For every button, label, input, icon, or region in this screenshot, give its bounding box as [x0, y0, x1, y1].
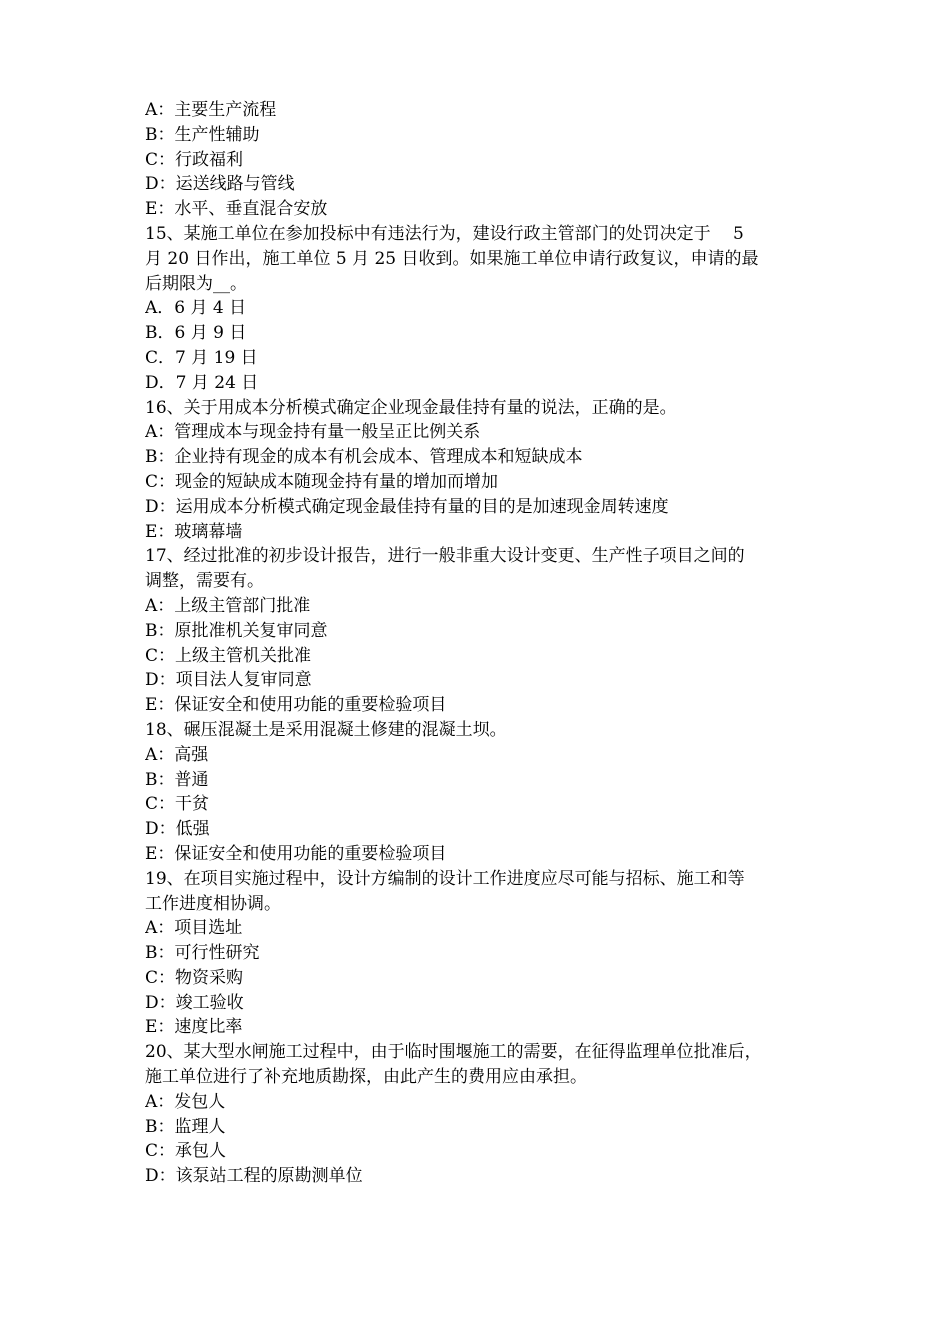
- answer-option: B：监理人: [145, 1116, 226, 1137]
- answer-option: C：行政福利: [145, 149, 244, 170]
- answer-option: B：可行性研究: [145, 943, 260, 964]
- question-line: 月 20 日作出，施工单位 5 月 25 日收到。如果施工单位申请行政复议，申请的最: [145, 248, 759, 269]
- question-line: 20、某大型水闸施工过程中，由于临时围堰施工的需要，在征得监理单位批准后，: [145, 1042, 762, 1063]
- answer-option: D：运送线路与管线: [145, 174, 295, 195]
- question-line: 后期限为__。: [145, 273, 247, 294]
- question-line: 17、经过批准的初步设计报告，进行一般非重大设计变更、生产性子项目之间的: [145, 546, 745, 567]
- question-text: [145, 396, 810, 421]
- answer-option: D：该泵站工程的原勘测单位: [145, 1166, 363, 1187]
- answer-option: E：保证安全和使用功能的重要检验项目: [145, 695, 447, 716]
- question-text: [145, 544, 810, 594]
- answer-option: B：普通: [145, 769, 209, 790]
- answer-option: A：主要生产流程: [145, 100, 277, 120]
- answer-option: D：竣工验收: [145, 992, 244, 1013]
- answer-option: A．6 月 4 日: [145, 298, 247, 319]
- answer-option: D：运用成本分析模式确定现金最佳持有量的目的是加速现金周转速度: [145, 496, 669, 517]
- answer-option: B：原批准机关复审同意: [145, 620, 328, 641]
- answer-option: E：玻璃幕墙: [145, 521, 243, 542]
- answer-option: A：上级主管部门批准: [145, 595, 311, 616]
- question-line: 工作进度相协调。: [145, 893, 281, 914]
- answer-option: A：高强: [145, 744, 209, 765]
- question-text: [145, 1040, 810, 1090]
- answer-option: B．6 月 9 日: [145, 323, 247, 344]
- answer-option: A：发包人: [145, 1091, 226, 1112]
- question-line: 16、关于用成本分析模式确定企业现金最佳持有量的说法，正确的是。: [145, 397, 677, 418]
- document-page: [145, 98, 810, 1189]
- question-text: [145, 867, 810, 917]
- question-text: [145, 718, 810, 743]
- question-line: 施工单位进行了补充地质勘探，由此产生的费用应由承担。: [145, 1067, 587, 1088]
- question-line: 15、某施工单位在参加投标中有违法行为，建设行政主管部门的处罚决定于 5: [145, 223, 744, 244]
- question-line: 18、碾压混凝土是采用混凝土修建的混凝土坝。: [145, 719, 507, 740]
- answer-option: C：物资采购: [145, 967, 244, 988]
- answer-option: A：项目选址: [145, 918, 243, 939]
- answer-option: C：上级主管机关批准: [145, 645, 312, 666]
- answer-option: B：生产性辅助: [145, 124, 260, 145]
- answer-option: E：保证安全和使用功能的重要检验项目: [145, 843, 447, 864]
- question-text: [145, 222, 810, 296]
- answer-option: C：干贫: [145, 794, 210, 815]
- answer-option: D．7 月 24 日: [145, 372, 259, 393]
- question-line: 19、在项目实施过程中，设计方编制的设计工作进度应尽可能与招标、施工和等: [145, 868, 745, 889]
- answer-option: E：速度比率: [145, 1017, 243, 1038]
- question-line: 调整，需要有。: [145, 571, 264, 592]
- answer-option: B：企业持有现金的成本有机会成本、管理成本和短缺成本: [145, 447, 583, 468]
- answer-option: C：承包人: [145, 1141, 227, 1162]
- answer-option: D：项目法人复审同意: [145, 670, 312, 691]
- answer-option: C．7 月 19 日: [145, 347, 258, 368]
- answer-option: A：管理成本与现金持有量一般呈正比例关系: [145, 422, 481, 443]
- answer-option: D：低强: [145, 819, 210, 840]
- answer-option: E：水平、垂直混合安放: [145, 199, 328, 220]
- answer-option: C：现金的短缺成本随现金持有量的增加而增加: [145, 471, 499, 492]
